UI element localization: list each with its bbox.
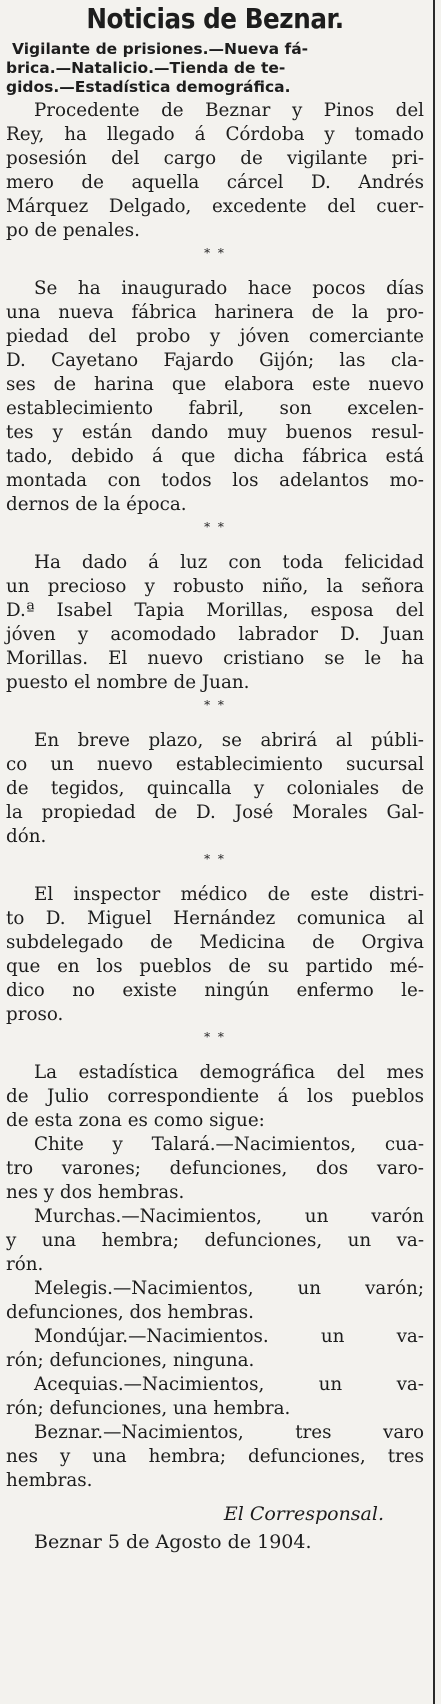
column-rule <box>433 0 435 1704</box>
text-line: subdelegado de Medicina de Orgiva <box>6 932 424 953</box>
text-line: posesión del cargo de vigilante pri- <box>6 148 424 169</box>
text-line: Chite y Talará.—Nacimientos, cua- <box>34 1134 424 1155</box>
text-line: Se ha inaugurado hace pocos días <box>34 278 424 299</box>
text-line: D.ª Isabel Tapia Morillas, esposa del <box>6 600 424 621</box>
text-line: rón. <box>6 1254 44 1275</box>
summary-line: brica.—Natalicio.—Tienda de te- <box>6 59 286 77</box>
text-line: dón. <box>6 826 47 847</box>
summary-line: Vigilante de prisiones.—Nueva fá- <box>12 40 309 58</box>
text-line: montada con todos los adelantos mo- <box>6 470 424 491</box>
article-estadistica <box>6 1061 424 1493</box>
article-inspector <box>6 883 424 1027</box>
text-line: rón; defunciones, ninguna. <box>6 1350 255 1371</box>
text-line: Murchas.—Nacimientos, un varón <box>34 1206 424 1227</box>
text-line: tes y están dando muy buenos resul- <box>6 422 424 443</box>
summary <box>6 40 424 97</box>
section-separator: * * <box>204 698 226 712</box>
text-line: tado, debido á que dicha fábrica está <box>6 446 424 467</box>
text-line: mero de aquella cárcel D. Andrés <box>6 172 424 193</box>
section-separator: * * <box>204 246 226 260</box>
text-line: la propiedad de D. José Morales Gal- <box>6 802 424 823</box>
text-line: co un nuevo establecimiento sucursal <box>6 754 424 775</box>
text-line: po de penales. <box>6 220 140 241</box>
text-line: nes y una hembra; defunciones, tres <box>6 1446 424 1467</box>
text-line: Rey, ha llegado á Córdoba y tomado <box>6 124 424 145</box>
text-line: proso. <box>6 1004 64 1025</box>
text-line: to D. Miguel Hernández comunica al <box>6 908 424 929</box>
text-line: rón; defunciones, una hembra. <box>6 1398 291 1419</box>
text-line: Márquez Delgado, excedente del cuer- <box>6 196 424 217</box>
text-line: hembras. <box>6 1470 93 1491</box>
text-line: Acequias.—Nacimientos, un va- <box>34 1374 424 1395</box>
text-line: que en los pueblos de su partido mé- <box>6 956 424 977</box>
section-separator: * * <box>204 852 226 866</box>
text-line: de Julio correspondiente á los pueblos <box>6 1086 424 1107</box>
text-line: En breve plazo, se abrirá al públi- <box>34 730 424 751</box>
text-line: una nueva fábrica harinera de la pro- <box>6 302 424 323</box>
text-line: de tegidos, quincalla y coloniales de <box>6 778 424 799</box>
text-line: un precioso y robusto niño, la señora <box>6 576 424 597</box>
summary-line: gidos.—Estadística demográfica. <box>6 78 291 96</box>
text-line: piedad del probo y jóven comerciante <box>6 326 424 347</box>
text-line: Procedente de Beznar y Pinos del <box>34 100 424 121</box>
section-separator: * * <box>204 520 226 534</box>
article-natalicio <box>6 551 424 695</box>
text-line: Melegis.—Nacimientos, un varón; <box>34 1278 424 1299</box>
article-vigilante <box>6 99 424 243</box>
text-line: ses de harina que elabora este nuevo <box>6 374 424 395</box>
text-line: La estadística demográfica del mes <box>34 1062 424 1083</box>
text-line: dico no existe ningún enfermo le- <box>6 980 424 1001</box>
text-line: D. Cayetano Fajardo Gijón; las cla- <box>6 350 424 371</box>
news-column <box>6 0 424 1704</box>
text-line: de esta zona es como sigue: <box>6 1110 265 1131</box>
text-line: establecimiento fabril, son excelen- <box>6 398 424 419</box>
article-fabrica <box>6 277 424 517</box>
text-line: puesto el nombre de Juan. <box>6 672 250 693</box>
text-line: Beznar.—Nacimientos, tres varo <box>34 1422 424 1443</box>
signature: El Corresponsal. <box>223 1503 384 1525</box>
text-line: jóven y acomodado labrador D. Juan <box>6 624 424 645</box>
text-line: Mondújar.—Nacimientos. un va- <box>34 1326 424 1347</box>
headline: Noticias de Beznar. <box>86 2 344 35</box>
section-separator: * * <box>204 1030 226 1044</box>
text-line: tro varones; defunciones, dos varo- <box>6 1158 424 1179</box>
text-line: El inspector médico de este distri- <box>34 884 424 905</box>
text-line: Morillas. El nuevo cristiano se le ha <box>6 648 424 669</box>
article-tienda <box>6 729 424 849</box>
dateline: Beznar 5 de Agosto de 1904. <box>34 1531 312 1553</box>
text-line: y una hembra; defunciones, un va- <box>6 1230 424 1251</box>
text-line: defunciones, dos hembras. <box>6 1302 254 1323</box>
text-line: nes y dos hembras. <box>6 1182 185 1203</box>
text-line: dernos de la época. <box>6 494 187 515</box>
text-line: Ha dado á luz con toda felicidad <box>34 552 424 573</box>
